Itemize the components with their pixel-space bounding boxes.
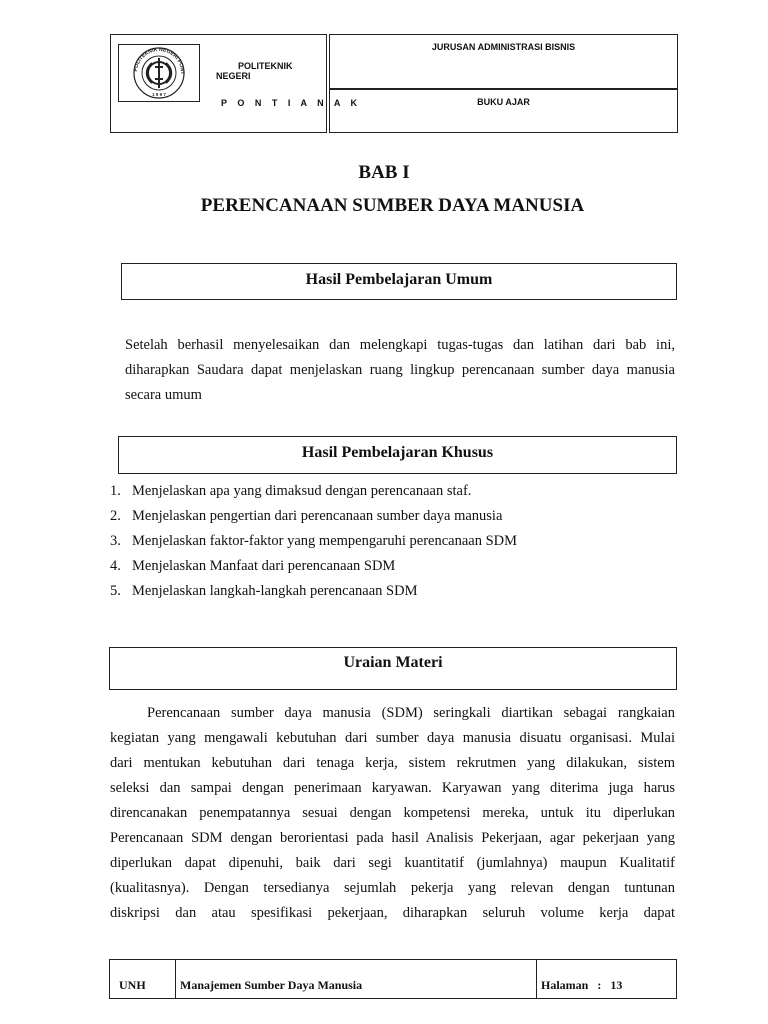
list-number: 2.	[110, 508, 121, 524]
footer-university-cell	[109, 959, 176, 999]
specific-outcome-heading: Hasil Pembelajaran Khusus	[301, 444, 494, 461]
list-item	[110, 579, 670, 604]
general-outcome-box	[121, 263, 677, 300]
specific-outcome-box	[118, 436, 677, 474]
specific-outcome-list	[110, 479, 670, 604]
header-doctype-cell	[329, 88, 678, 133]
general-outcome-line: diharapkan Saudara dapat menjelaskan ruang lingkup perencanaan sumber daya manusia	[125, 362, 675, 378]
list-text: Menjelaskan apa yang dimaksud dengan perencanaan staf.	[132, 483, 472, 499]
institution-line2: NEGERI	[216, 71, 251, 81]
general-outcome-line: secara umum	[125, 387, 202, 403]
institution-city: P O N T I A N A K	[221, 98, 362, 108]
material-heading: Uraian Materi	[343, 654, 443, 671]
footer-page-number: Halaman : 13	[541, 978, 623, 992]
list-number: 1.	[110, 483, 121, 499]
list-item	[110, 529, 670, 554]
chapter-title: PERENCANAAN SUMBER DAYA MANUSIA	[200, 195, 585, 216]
logo-year: 1 9 9 7	[152, 92, 166, 97]
general-outcome-heading: Hasil Pembelajaran Umum	[305, 271, 493, 288]
list-text: Menjelaskan Manfaat dari perencanaan SDM	[132, 558, 396, 574]
list-text: Menjelaskan faktor-faktor yang mempengaruhi perencanaan SDM	[132, 533, 518, 549]
seal-icon	[119, 45, 199, 101]
chapter-number: BAB I	[358, 162, 410, 183]
general-outcome-text	[125, 333, 675, 408]
institution-logo	[118, 44, 200, 102]
footer-university: UNH	[119, 978, 146, 992]
list-number: 3.	[110, 533, 121, 549]
institution-line1: POLITEKNIK	[238, 61, 293, 71]
list-item	[110, 504, 670, 529]
material-line: seleksi dan sampai dengan penerimaan karyawan. Karyawan yang diterima juga harus	[110, 780, 675, 796]
footer-course-cell	[175, 959, 537, 999]
department-name: JURUSAN ADMINISTRASI BISNIS	[431, 42, 576, 52]
list-text: Menjelaskan pengertian dari perencanaan sumber daya manusia	[132, 508, 503, 524]
list-number: 5.	[110, 583, 121, 599]
material-box	[109, 647, 677, 690]
footer-course: Manajemen Sumber Daya Manusia	[180, 978, 363, 992]
material-line: diperlukan dapat dipenuhi, baik dari segi kuantitatif (jumlahnya) maupun Kualitatif	[110, 855, 675, 871]
list-item	[110, 479, 670, 504]
material-line: Perencanaan SDM dengan berorientasi pada hasil Analisis Pekerjaan, agar pekerjaan yang	[110, 830, 675, 846]
list-item	[110, 554, 670, 579]
list-text: Menjelaskan langkah-langkah perencanaan SDM	[132, 583, 418, 599]
list-number: 4.	[110, 558, 121, 574]
footer-page-cell	[536, 959, 677, 999]
svg-text:POLITEKNIK NEGERI PONTIANAK	[119, 45, 185, 75]
logo-text: POLITEKNIK NEGERI PONT	[133, 46, 186, 75]
document-type: BUKU AJAR	[477, 97, 530, 107]
material-line: dari mentukan kebutuhan dari tenaga kerja, sistem rekrutmen yang dilakukan, sistem	[110, 755, 675, 771]
general-outcome-line: Setelah berhasil menyelesaikan dan melengkapi tugas-tugas dan latihan dari bab ini,	[125, 337, 675, 353]
material-line: Perencanaan sumber daya manusia (SDM) seringkali diartikan sebagai rangkaian	[147, 705, 675, 721]
material-text	[110, 701, 675, 926]
material-line: (kualitasnya). Dengan tersedianya sejumlah pekerja yang relevan dengan tuntunan	[110, 880, 675, 896]
material-line: direncanakan penempatannya sesuai dengan kompetensi mereka, untuk itu diperlukan	[110, 805, 675, 821]
material-line: diskripsi dan atau spesifikasi pekerjaan, diharapkan seluruh volume kerja dapat	[110, 905, 675, 921]
material-line: kegiatan yang mengawali kebutuhan dari sumber daya manusia disuatu organisasi. Mulai	[110, 730, 675, 746]
